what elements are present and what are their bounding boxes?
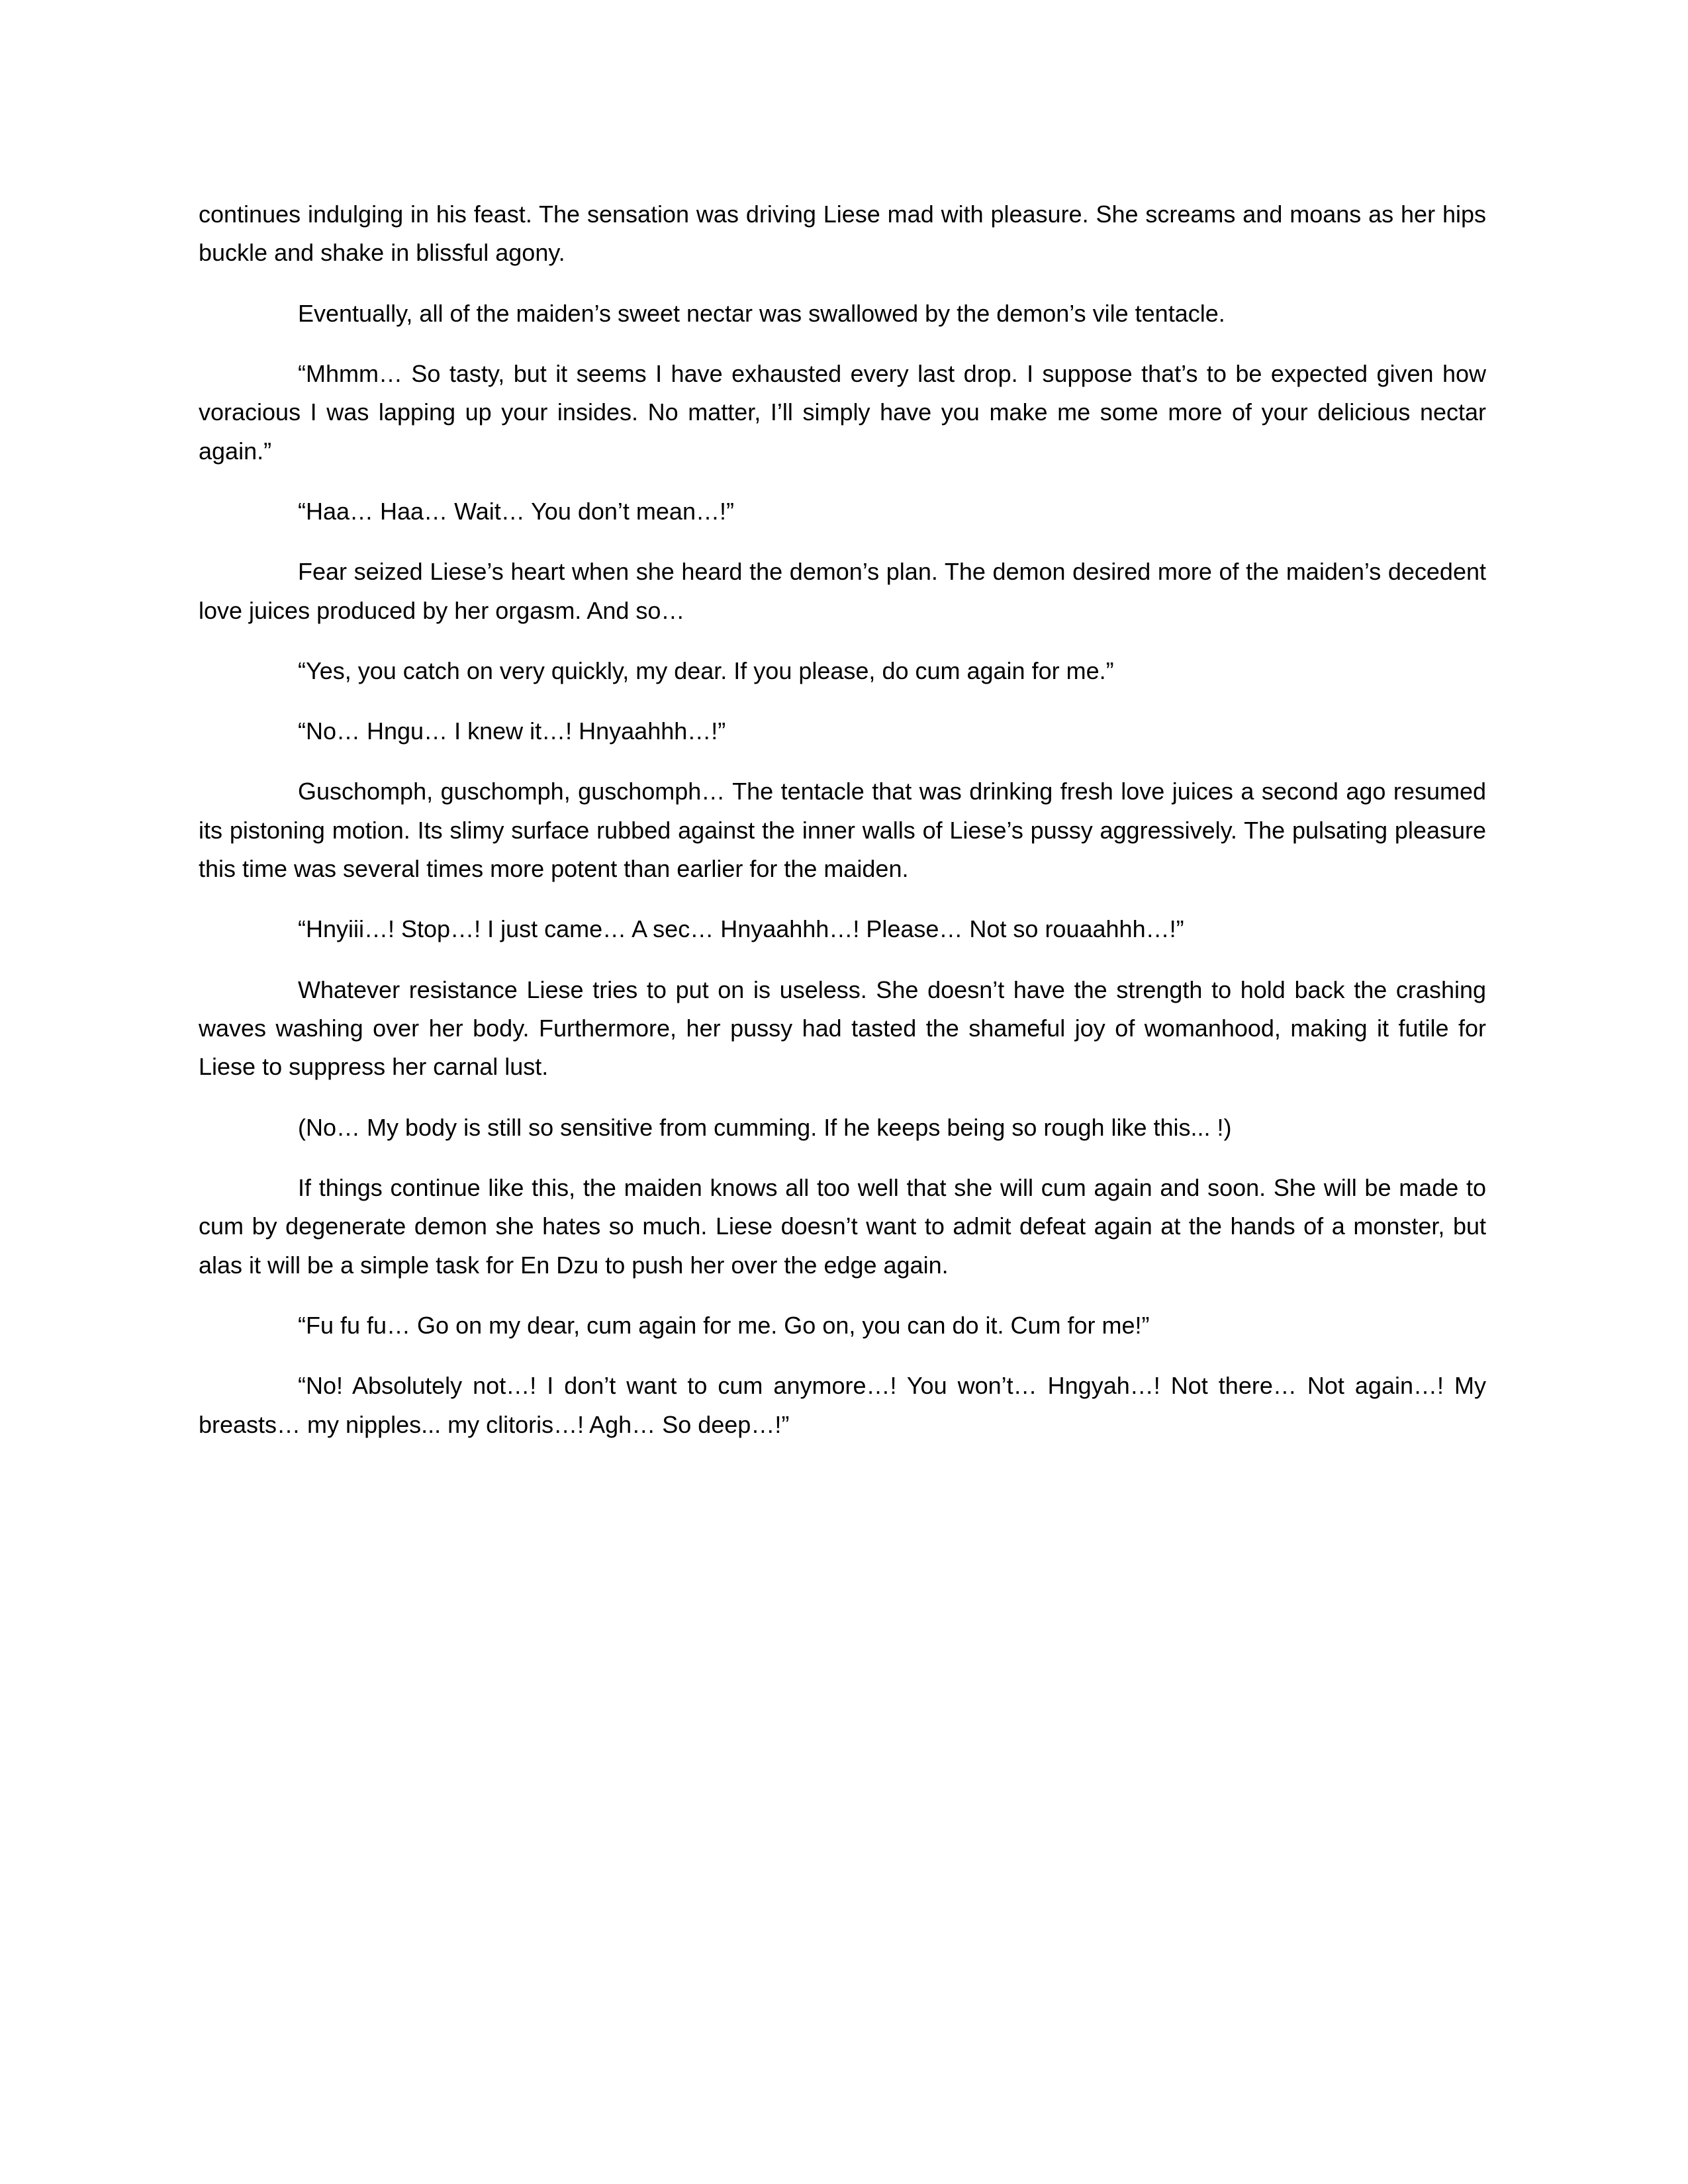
paragraph: “No! Absolutely not…! I don’t want to cum anymore…! You won’t… Hngyah…! Not there… Not again…! My breasts… my nipples... my clitoris…! Agh… So deep…!” xyxy=(199,1372,1486,1438)
paragraph: “Yes, you catch on very quickly, my dear. If you please, do cum again for me.” xyxy=(298,657,1114,684)
paragraph: “No… Hngu… I knew it…! Hnyaahhh…!” xyxy=(298,717,726,745)
paragraph: If things continue like this, the maiden knows all too well that she will cum again and soon. She will be made to cum by degenerate demon she hates so much. Liese doesn’t want to admit defeat again at the hands of a monster, but alas it will be a simple task for En Dzu to push her over the edge again. xyxy=(199,1173,1486,1279)
document-text-body xyxy=(199,195,1486,1444)
paragraph: “Mhmm… So tasty, but it seems I have exhausted every last drop. I suppose that’s to be expected given how voracious I was lapping up your insides. No matter, I’ll simply have you make me some more of your delicious nectar again.” xyxy=(199,359,1486,465)
paragraph: “Hnyiii…! Stop…! I just came… A sec… Hnyaahhh…! Please… Not so rouaahhh…!” xyxy=(298,915,1184,943)
paragraph: (No… My body is still so sensitive from cumming. If he keeps being so rough like this... !) xyxy=(298,1113,1232,1141)
paragraph: continues indulging in his feast. The sensation was driving Liese mad with pleasure. She screams and moans as her hips buckle and shake in blissful agony. xyxy=(199,201,1486,267)
paragraph: Guschomph, guschomph, guschomph… The tentacle that was drinking fresh love juices a second ago resumed its pistoning motion. Its slimy surface rubbed against the inner walls of Liese’s pussy aggressively. The pulsating pleasure this time was several times more potent than earlier for the maiden. xyxy=(199,778,1486,883)
paragraph: Eventually, all of the maiden’s sweet nectar was swallowed by the demon’s vile tentacle. xyxy=(298,299,1225,327)
paragraph: Whatever resistance Liese tries to put on is useless. She doesn’t have the strength to hold back the crashing waves washing over her body. Furthermore, her pussy had tasted the shameful joy of womanhood, making it futile for Liese to suppress her carnal lust. xyxy=(199,976,1486,1081)
paragraph: “Haa… Haa… Wait… You don’t mean…!” xyxy=(298,497,734,525)
paragraph: Fear seized Liese’s heart when she heard the demon’s plan. The demon desired more of the maiden’s decedent love juices produced by her orgasm. And so… xyxy=(199,558,1486,624)
paragraph: “Fu fu fu… Go on my dear, cum again for me. Go on, you can do it. Cum for me!” xyxy=(298,1311,1150,1339)
